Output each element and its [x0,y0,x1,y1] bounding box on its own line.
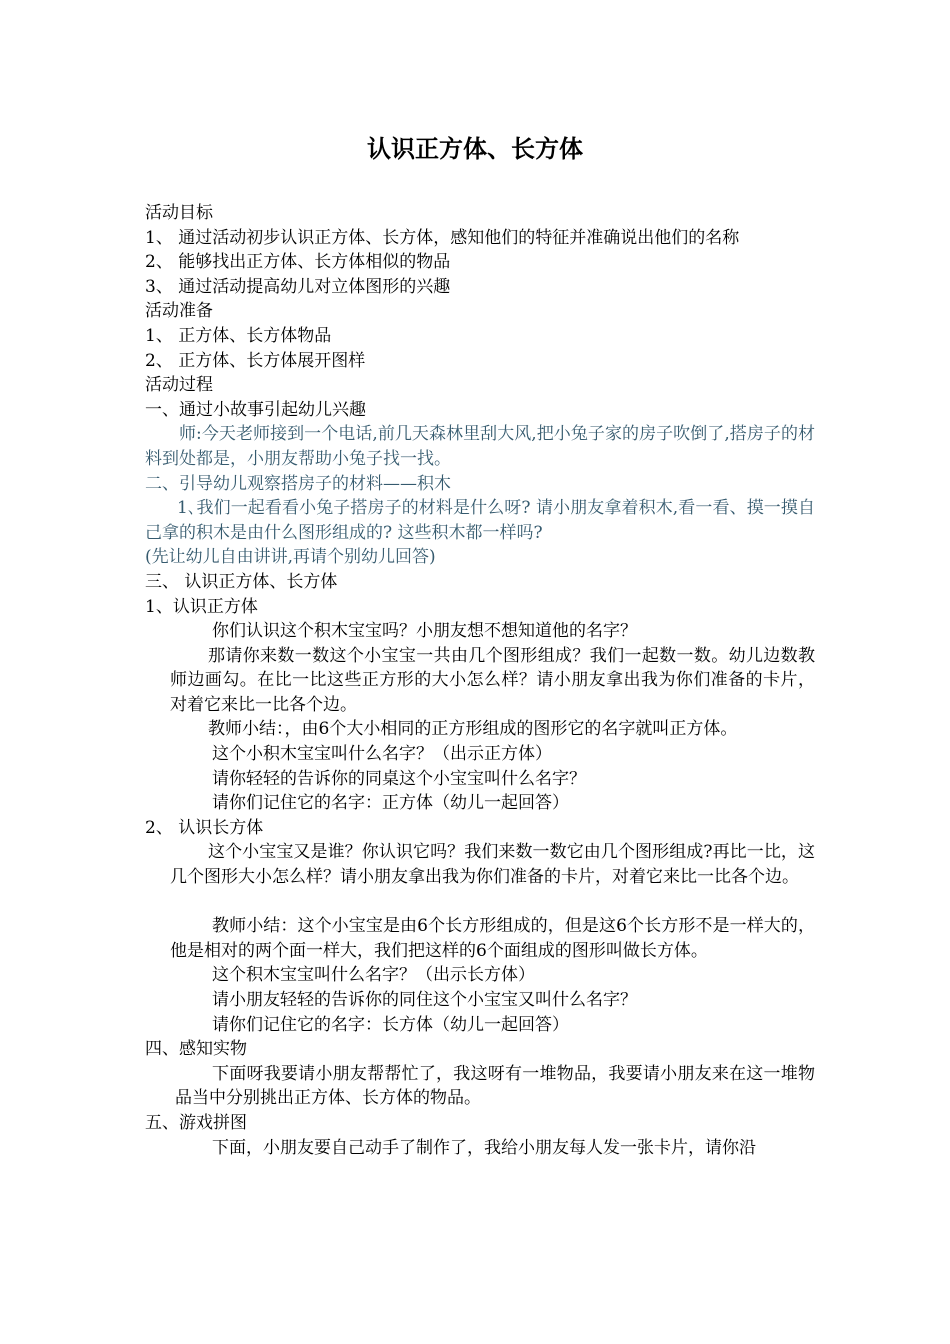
process-step-text: 下面，小朋友要自己动手了制作了，我给小朋友每人发一张卡片，请你沿 [212,1137,756,1158]
document-title: 认识正方体、长方体 [367,135,583,163]
document-body [145,201,815,1160]
goal-item: 3、 通过活动提高幼儿对立体图形的兴趣 [145,276,451,297]
cube-question: 请你轻轻的告诉你的同桌这个小宝宝叫什么名字？ [212,768,586,789]
goal-item: 1、 通过活动初步认识正方体、长方体，感知他们的特征并准确说出他们的名称 [145,227,740,248]
cube-summary: 教师小结：，由6个大小相同的正方形组成的图形它的名字就叫正方体。 [208,719,738,740]
process-step-text: 1､我们一起看看小兔子搭房子的材料是什么呀? 请小朋友拿着积木,看一看、摸一摸自己拿的积木是由什么图形组成的? 这些积木都一样吗? [145,498,815,543]
section-heading-goals: 活动目标 [145,203,213,223]
cube-paragraph: 那请你来数一数这个小宝宝一共由几个图形组成？我们一起数一数。幼儿边数教师边画勾。在比一比这些正方形的大小怎么样？请小朋友拿出我为你们准备的卡片，对着它来比一比各个边。 [170,645,815,715]
prep-item: 1、 正方体、长方体物品 [145,325,332,346]
cuboid-question: 请小朋友轻轻的告诉你的同住这个小宝宝又叫什么名字？ [212,990,637,1010]
process-step-text: 师:今天老师接到一个电话,前几天森林里刮大风,把小兔子家的房子吹倒了,搭房子的材料到处都是，小朋友帮助小兔子找一找。 [145,424,815,469]
section-heading-prep: 活动准备 [145,301,213,322]
blank-line [145,890,815,915]
process-step-heading: 一、通过小故事引起幼儿兴趣 [145,399,366,420]
prep-item: 2、 正方体、长方体展开图样 [145,350,366,371]
process-step-text: 下面呀我要请小朋友帮帮忙了，我这呀有一堆物品，我要请小朋友来在这一堆物品当中分别挑出正方体、长方体的物品。 [175,1063,815,1109]
process-step-heading: 四、感知实物 [145,1039,247,1060]
goal-item: 2、 能够找出正方体、长方体相似的物品 [145,252,451,273]
subsection-heading-cuboid: 2、 认识长方体 [145,817,264,838]
cube-question: 你们认识这个积木宝宝吗？小朋友想不想知道他的名字？ [212,621,637,642]
cuboid-summary: 教师小结：这个小宝宝是由6个长方形组成的，但是这6个长方形不是一样大的，他是相对的两个面一样大，我们把这样的6个面组成的图形叫做长方体。 [170,916,815,961]
cube-question: 请你们记住它的名字：正方体（幼儿一起回答） [212,793,569,814]
process-step-heading: 五、游戏拼图 [145,1112,247,1133]
section-heading-process: 活动过程 [145,375,213,396]
cuboid-question: 这个积木宝宝叫什么名字？（出示长方体） [212,965,535,986]
process-step-note: (先让幼儿自由讲讲,再请个别幼儿回答) [145,547,436,568]
cuboid-question: 请你们记住它的名字：长方体（幼儿一起回答） [212,1014,569,1035]
process-step-heading: 二、引导幼儿观察搭房子的材料——积木 [145,473,451,494]
cube-question: 这个小积木宝宝叫什么名字？（出示正方体） [212,744,552,765]
subsection-heading-cube: 1、认识正方体 [145,596,258,617]
process-step-heading: 三、 认识正方体、长方体 [145,571,338,592]
cuboid-paragraph: 这个小宝宝又是谁？你认识它吗？我们来数一数它由几个图形组成?再比一比，这几个图形大小怎么样？请小朋友拿出我为你们准备的卡片，对着它来比一比各个边。 [170,842,815,888]
